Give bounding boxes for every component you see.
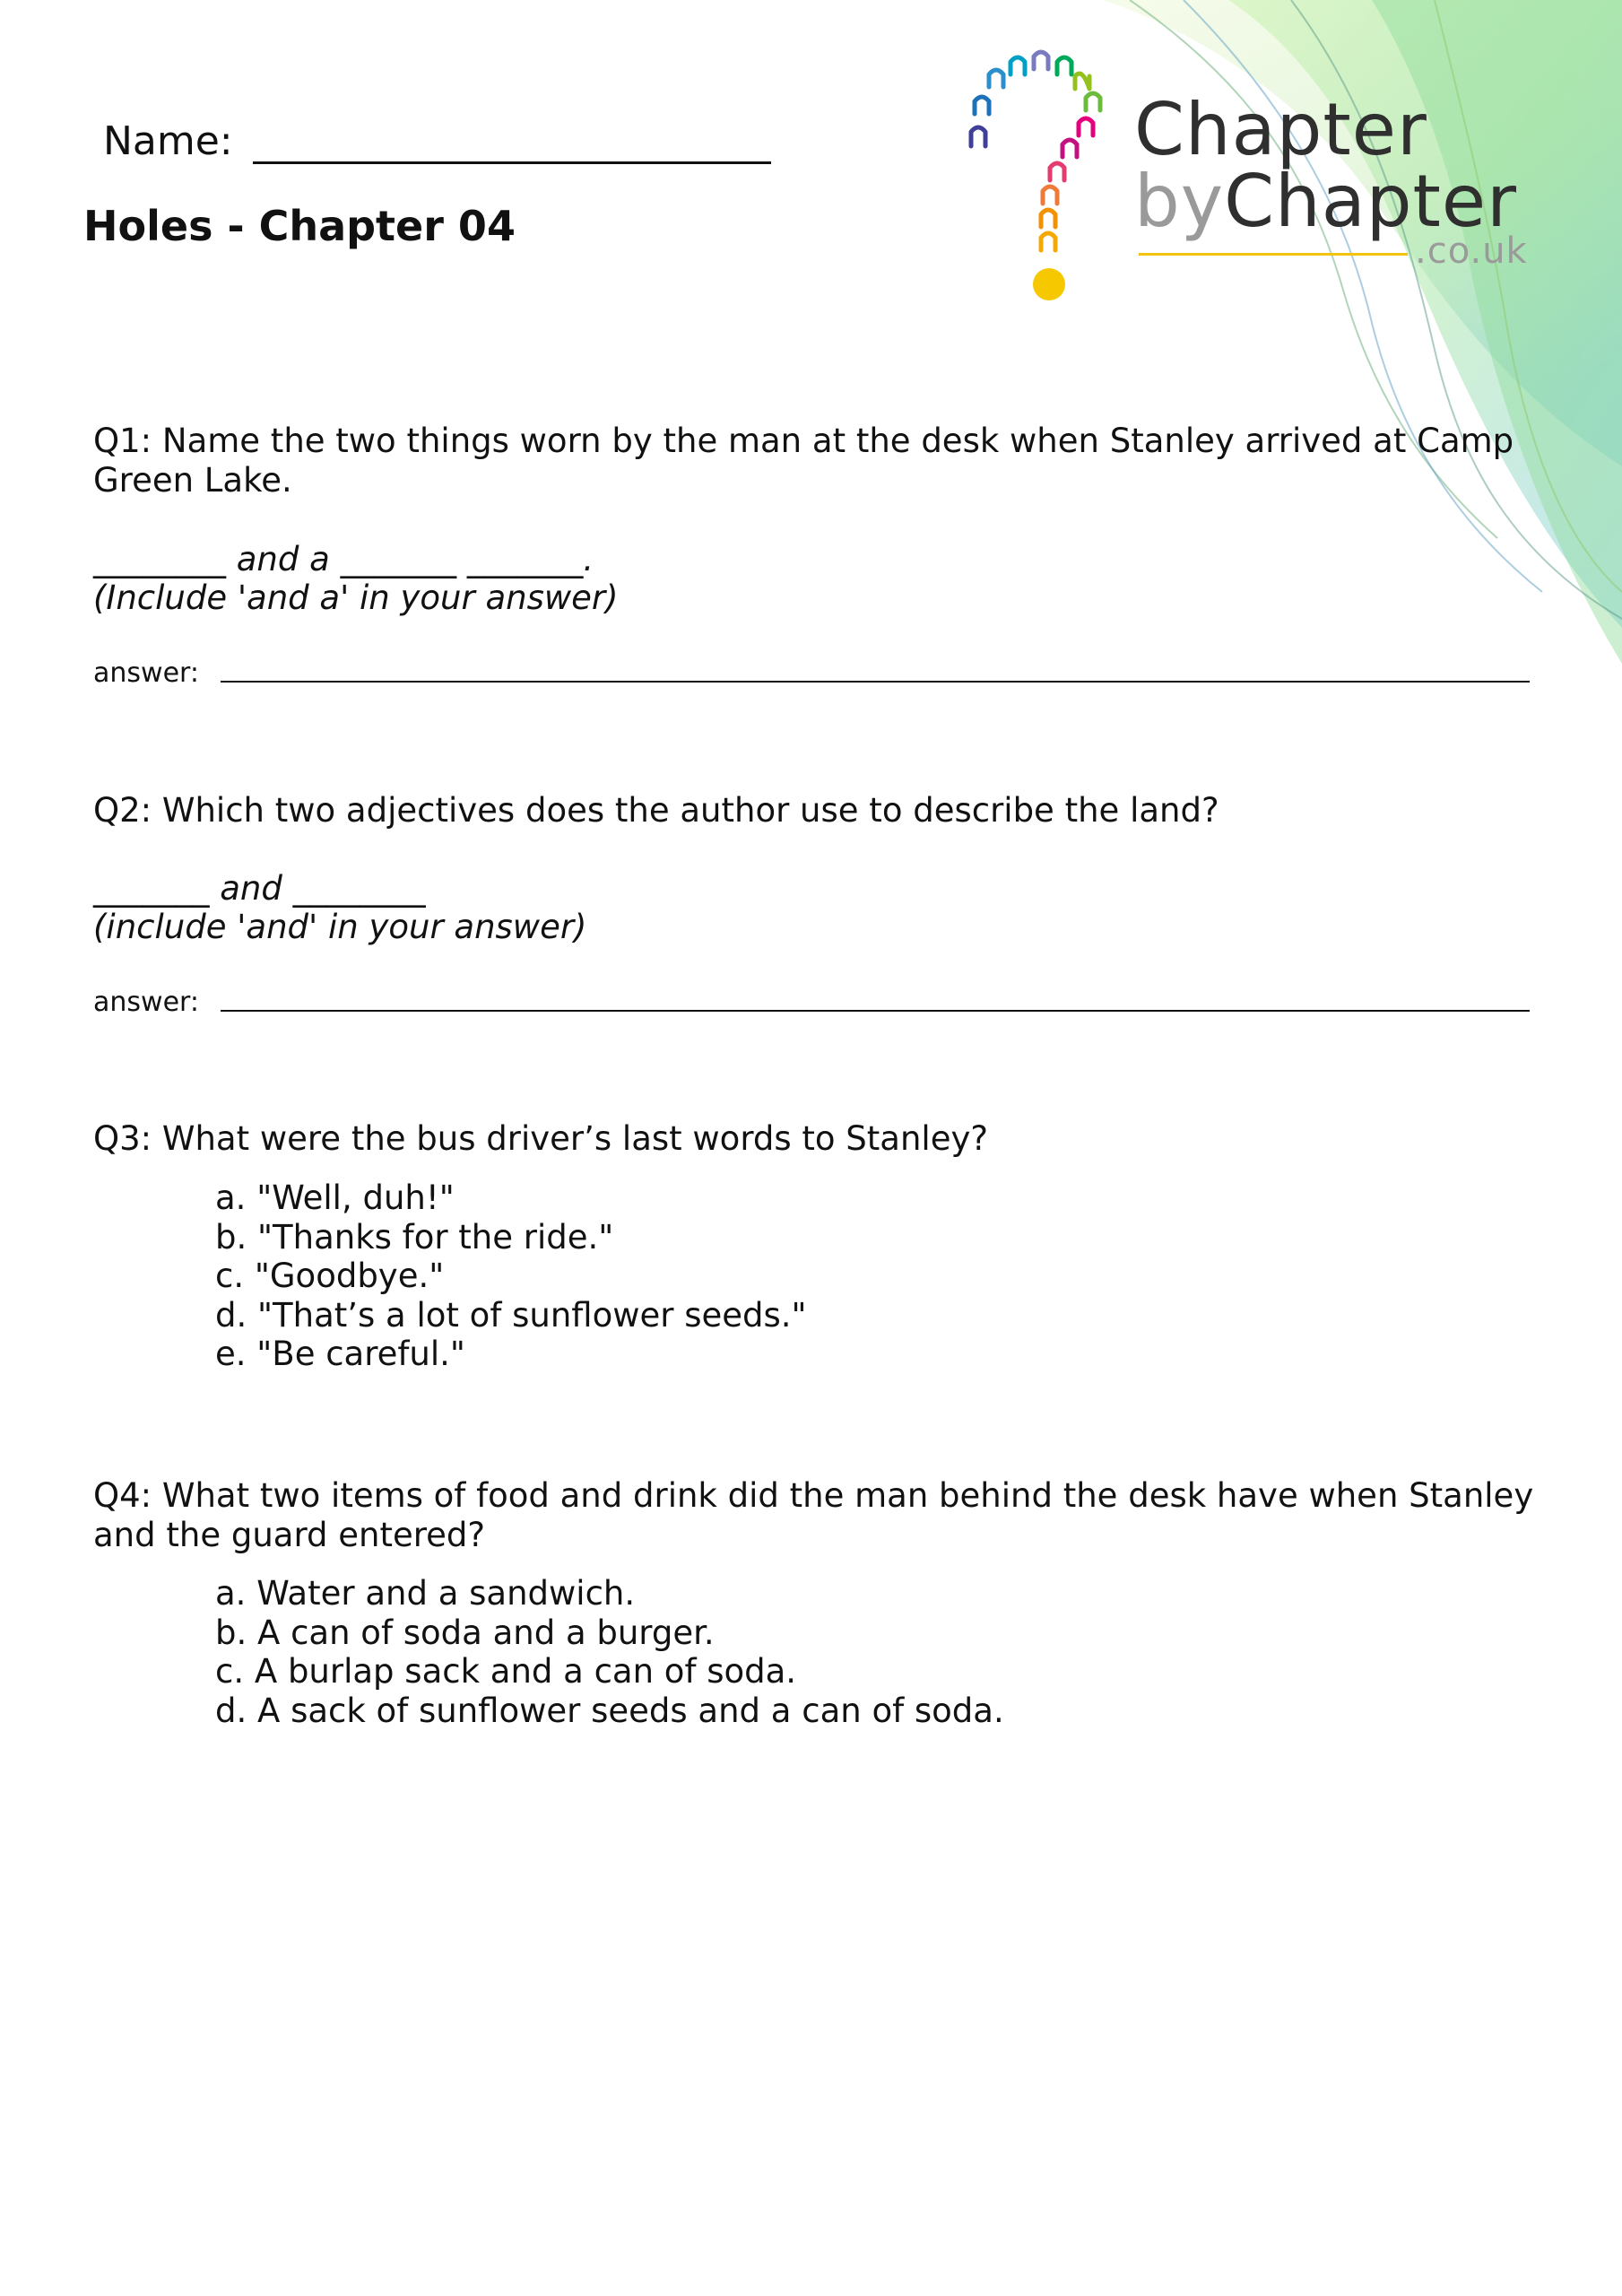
question-3-option-e[interactable]: e. "Be careful." xyxy=(215,1335,465,1373)
logo-question-mark-icon xyxy=(964,49,1125,318)
question-3-options xyxy=(215,1178,807,1374)
question-4-option-d[interactable]: d. A sack of sunflower seeds and a can of soda. xyxy=(215,1691,1004,1730)
worksheet-title: Holes - Chapter 04 xyxy=(83,202,516,250)
question-2-hint: (include 'and' in your answer) xyxy=(93,908,587,946)
question-3-option-b[interactable]: b. "Thanks for the ride." xyxy=(215,1217,614,1257)
logo-word-chapter-2: Chapter xyxy=(1224,160,1517,243)
question-2-blank-template: _______ and ________ xyxy=(93,869,426,908)
logo-word-by: by xyxy=(1134,160,1225,243)
name-label: Name: xyxy=(103,118,233,164)
question-3-option-d[interactable]: d. "That’s a lot of sunflower seeds." xyxy=(215,1295,807,1335)
question-3-option-c[interactable]: c. "Goodbye." xyxy=(215,1257,445,1295)
question-4-option-c[interactable]: c. A burlap sack and a can of soda. xyxy=(215,1652,797,1691)
question-1-answer-label: answer: xyxy=(93,657,199,689)
question-1-answer-field[interactable] xyxy=(221,681,1530,683)
question-1-hint: (Include 'and a' in your answer) xyxy=(93,578,619,617)
question-4-options xyxy=(215,1574,1004,1730)
logo-word-bychapter xyxy=(1134,160,1517,243)
question-2-answer-label: answer: xyxy=(93,987,199,1018)
question-1-prompt: Q1: Name the two things worn by the man at the desk when Stanley arrived at Camp Green Lake. xyxy=(93,422,1514,500)
question-4-prompt: Q4: What two items of food and drink did the man behind the desk have when Stanley and the guard entered? xyxy=(93,1476,1534,1554)
logo-domain: .co.uk xyxy=(1415,230,1528,272)
question-4-option-a[interactable]: a. Water and a sandwich. xyxy=(215,1574,636,1613)
logo-underline xyxy=(1139,253,1408,256)
name-field-line[interactable] xyxy=(253,161,771,164)
question-1-blank-template: ________ and a _______ _______. xyxy=(93,540,594,578)
question-2-answer-field[interactable] xyxy=(221,1010,1530,1012)
logo-word-chapter: Chapter xyxy=(1134,88,1427,171)
question-3-option-a[interactable]: a. "Well, duh!" xyxy=(215,1178,455,1217)
question-3-prompt: Q3: What were the bus driver’s last words to Stanley? xyxy=(93,1119,989,1158)
question-4-option-b[interactable]: b. A can of soda and a burger. xyxy=(215,1613,715,1652)
question-2-prompt: Q2: Which two adjectives does the author use to describe the land? xyxy=(93,791,1219,830)
